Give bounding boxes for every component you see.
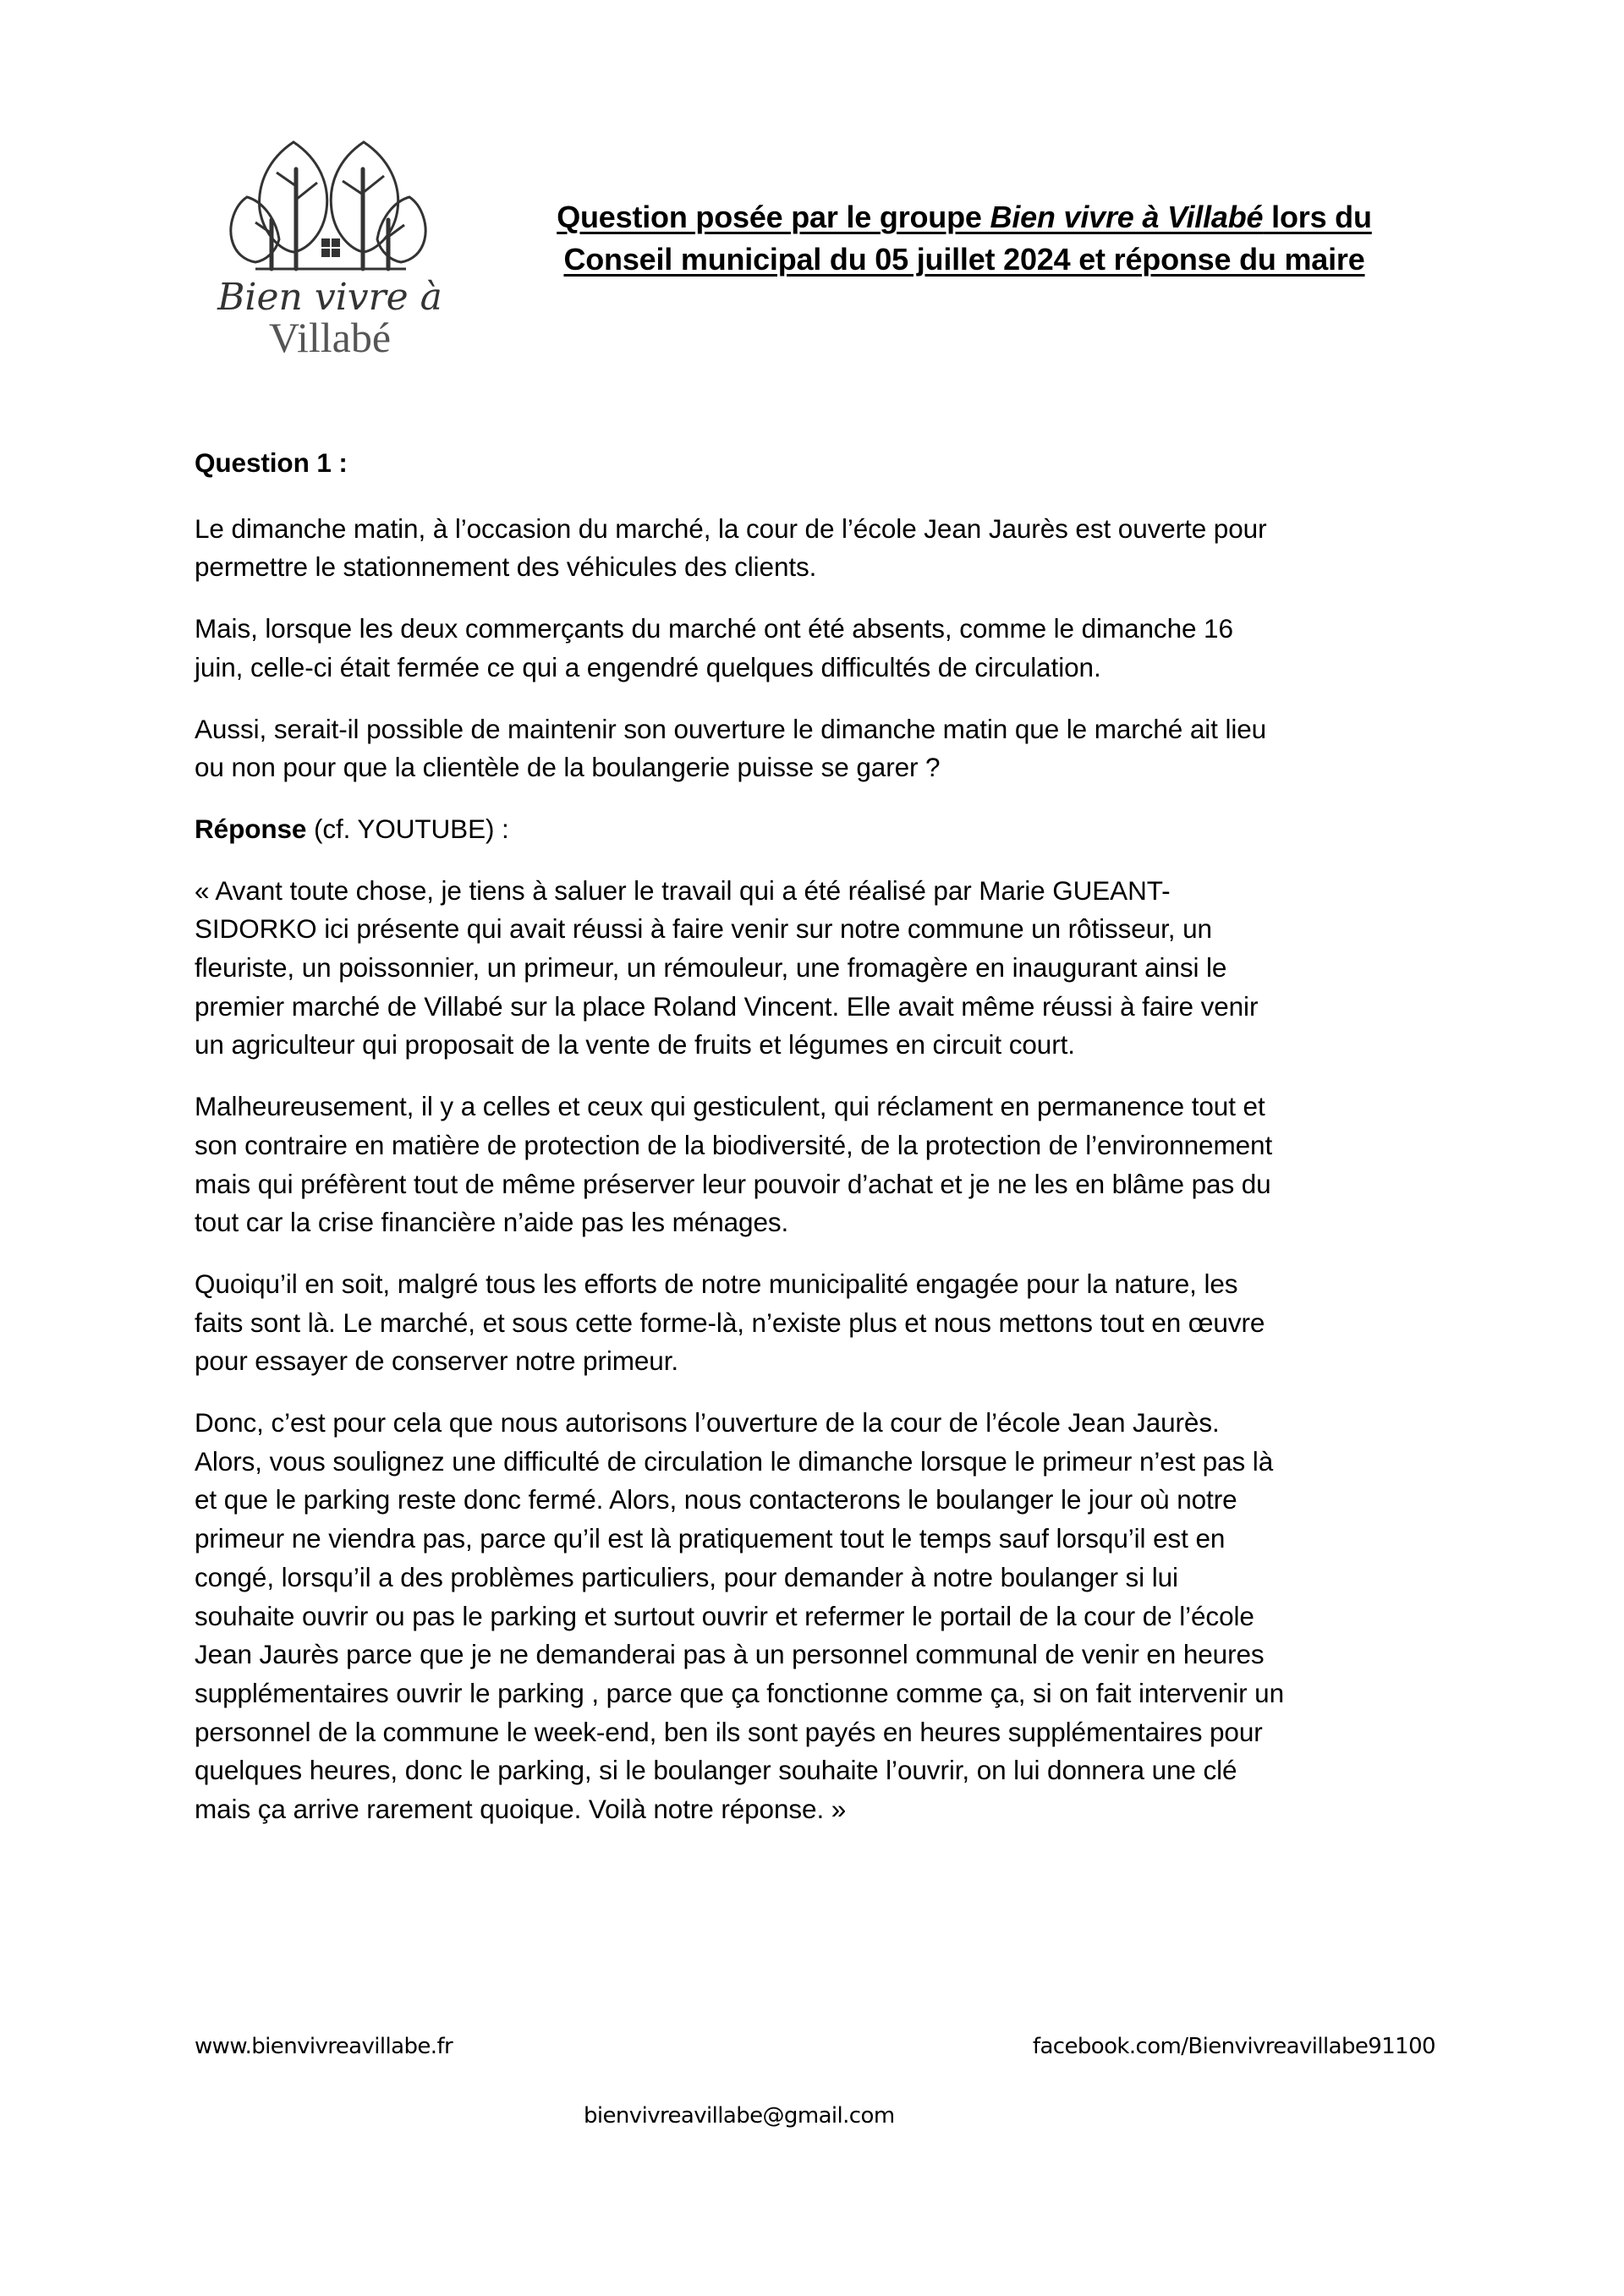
trees-house-logo-icon — [188, 125, 467, 370]
svg-text:Bien vivre à: Bien vivre à — [217, 276, 442, 319]
text-line: Malheureusement, il y a celles et ceux qui gesticulent, qui réclament en permanence tout et — [195, 1091, 1265, 1122]
response-paragraph — [195, 872, 1463, 1066]
text-line: personnel de la commune le week-end, ben ils sont payés en heures supplémentaires pour — [195, 1716, 1263, 1747]
text-line: Mais, lorsque les deux commerçants du marché ont été absents, comme le dimanche 16 — [195, 613, 1233, 644]
text-line: SIDORKO ici présente qui avait réussi à faire venir sur notre commune un rôtisseur, un — [195, 913, 1212, 945]
text-line: juin, celle-ci était fermée ce qui a engendré quelques difficultés de circulation. — [195, 651, 1101, 682]
text-line: Quoiqu’il en soit, malgré tous les efforts de notre municipalité engagée pour la nature, les — [195, 1268, 1238, 1299]
text-line: faits sont là. Le marché, et sous cette forme-là, n’existe plus et nous mettons tout en œuvre — [195, 1307, 1265, 1338]
text-line: son contraire en matière de protection de la biodiversité, de la protection de l’environnement — [195, 1129, 1273, 1160]
text-line: souhaite ouvrir ou pas le parking et surtout ouvrir et refermer le portail de la cour de l’école — [195, 1600, 1254, 1631]
text-line: premier marché de Villabé sur la place Roland Vincent. Elle avait même réussi à faire venir — [195, 990, 1259, 1022]
text-line: permettre le stationnement des véhicules des clients. — [195, 551, 817, 583]
text-line: primeur ne viendra pas, parce qu’il est là pratiquement tout le temps sauf lorsqu’il est en — [195, 1523, 1226, 1554]
response-source: (cf. YOUTUBE) : — [306, 813, 509, 844]
question-paragraph — [195, 510, 1463, 587]
response-label: Réponse — [195, 813, 307, 844]
text-line: tout car la crise financière n’aide pas les ménages. — [195, 1207, 789, 1238]
text-line: ou non pour que la clientèle de la boulangerie puisse se garer ? — [195, 752, 941, 783]
website-link[interactable]: www.bienvivreavillabe.fr — [195, 2034, 453, 2059]
text-line: congé, lorsqu’il a des problèmes particuliers, pour demander à notre boulanger si lui — [195, 1561, 1178, 1592]
text-line: et que le parking reste donc fermé. Alors, nous contacterons le boulanger le jour où notre — [195, 1484, 1237, 1515]
text-line: Le dimanche matin, à l’occasion du marché, la cour de l’école Jean Jaurès est ouverte pour — [195, 512, 1267, 544]
title-line-2: Conseil municipal du 05 juillet 2024 et réponse du maire — [563, 242, 1365, 277]
document-title — [491, 196, 1438, 281]
text-line: Donc, c’est pour cela que nous autorisons l’ouverture de la cour de l’école Jean Jaurès. — [195, 1407, 1220, 1438]
title-text: lors du — [1263, 200, 1372, 234]
question-paragraph — [195, 710, 1463, 787]
text-line: Jean Jaurès parce que je ne demanderai pas à un personnel communal de venir en heures — [195, 1639, 1265, 1670]
title-text: Question posée par le groupe — [557, 200, 990, 234]
text-line: mais qui préfèrent tout de même préserver leur pouvoir d’achat et je ne les en blâme pas du — [195, 1168, 1271, 1199]
text-line: fleuriste, un poissonnier, un primeur, un rémouleur, une fromagère en inaugurant ainsi le — [195, 952, 1227, 984]
document-body — [195, 444, 1463, 1852]
email-link[interactable]: bienvivreavillabe@gmail.com — [584, 2103, 895, 2129]
text-line: un agriculteur qui proposait de la vente de fruits et légumes en circuit court. — [195, 1029, 1075, 1060]
response-paragraph — [195, 1088, 1463, 1242]
text-line: mais ça arrive rarement quoique. Voilà notre réponse. » — [195, 1794, 847, 1825]
text-line: quelques heures, donc le parking, si le boulanger souhaite l’ouvrir, on lui donnera une clé — [195, 1755, 1237, 1786]
response-heading — [195, 810, 1463, 849]
group-name: Bien vivre à Villabé — [990, 200, 1264, 234]
facebook-link[interactable]: facebook.com/Bienvivreavillabe91100 — [1032, 2034, 1435, 2059]
text-line: « Avant toute chose, je tiens à saluer le travail qui a été réalisé par Marie GUEANT- — [195, 874, 1171, 906]
text-line: Aussi, serait-il possible de maintenir son ouverture le dimanche matin que le marché ait lieu — [195, 713, 1267, 744]
question-heading: Question 1 : — [195, 447, 348, 478]
svg-text:Villabé: Villabé — [268, 314, 392, 361]
text-line: supplémentaires ouvrir le parking , parce que ça fonctionne comme ça, si on fait intervenir un — [195, 1677, 1285, 1708]
text-line: Alors, vous soulignez une difficulté de circulation le dimanche lorsque le primeur n’est pas là — [195, 1445, 1274, 1477]
text-line: pour essayer de conserver notre primeur. — [195, 1345, 679, 1377]
organization-logo — [188, 125, 467, 370]
question-paragraph — [195, 610, 1463, 687]
response-paragraph — [195, 1404, 1463, 1829]
title-line-1 — [491, 196, 1438, 238]
response-paragraph — [195, 1265, 1463, 1381]
